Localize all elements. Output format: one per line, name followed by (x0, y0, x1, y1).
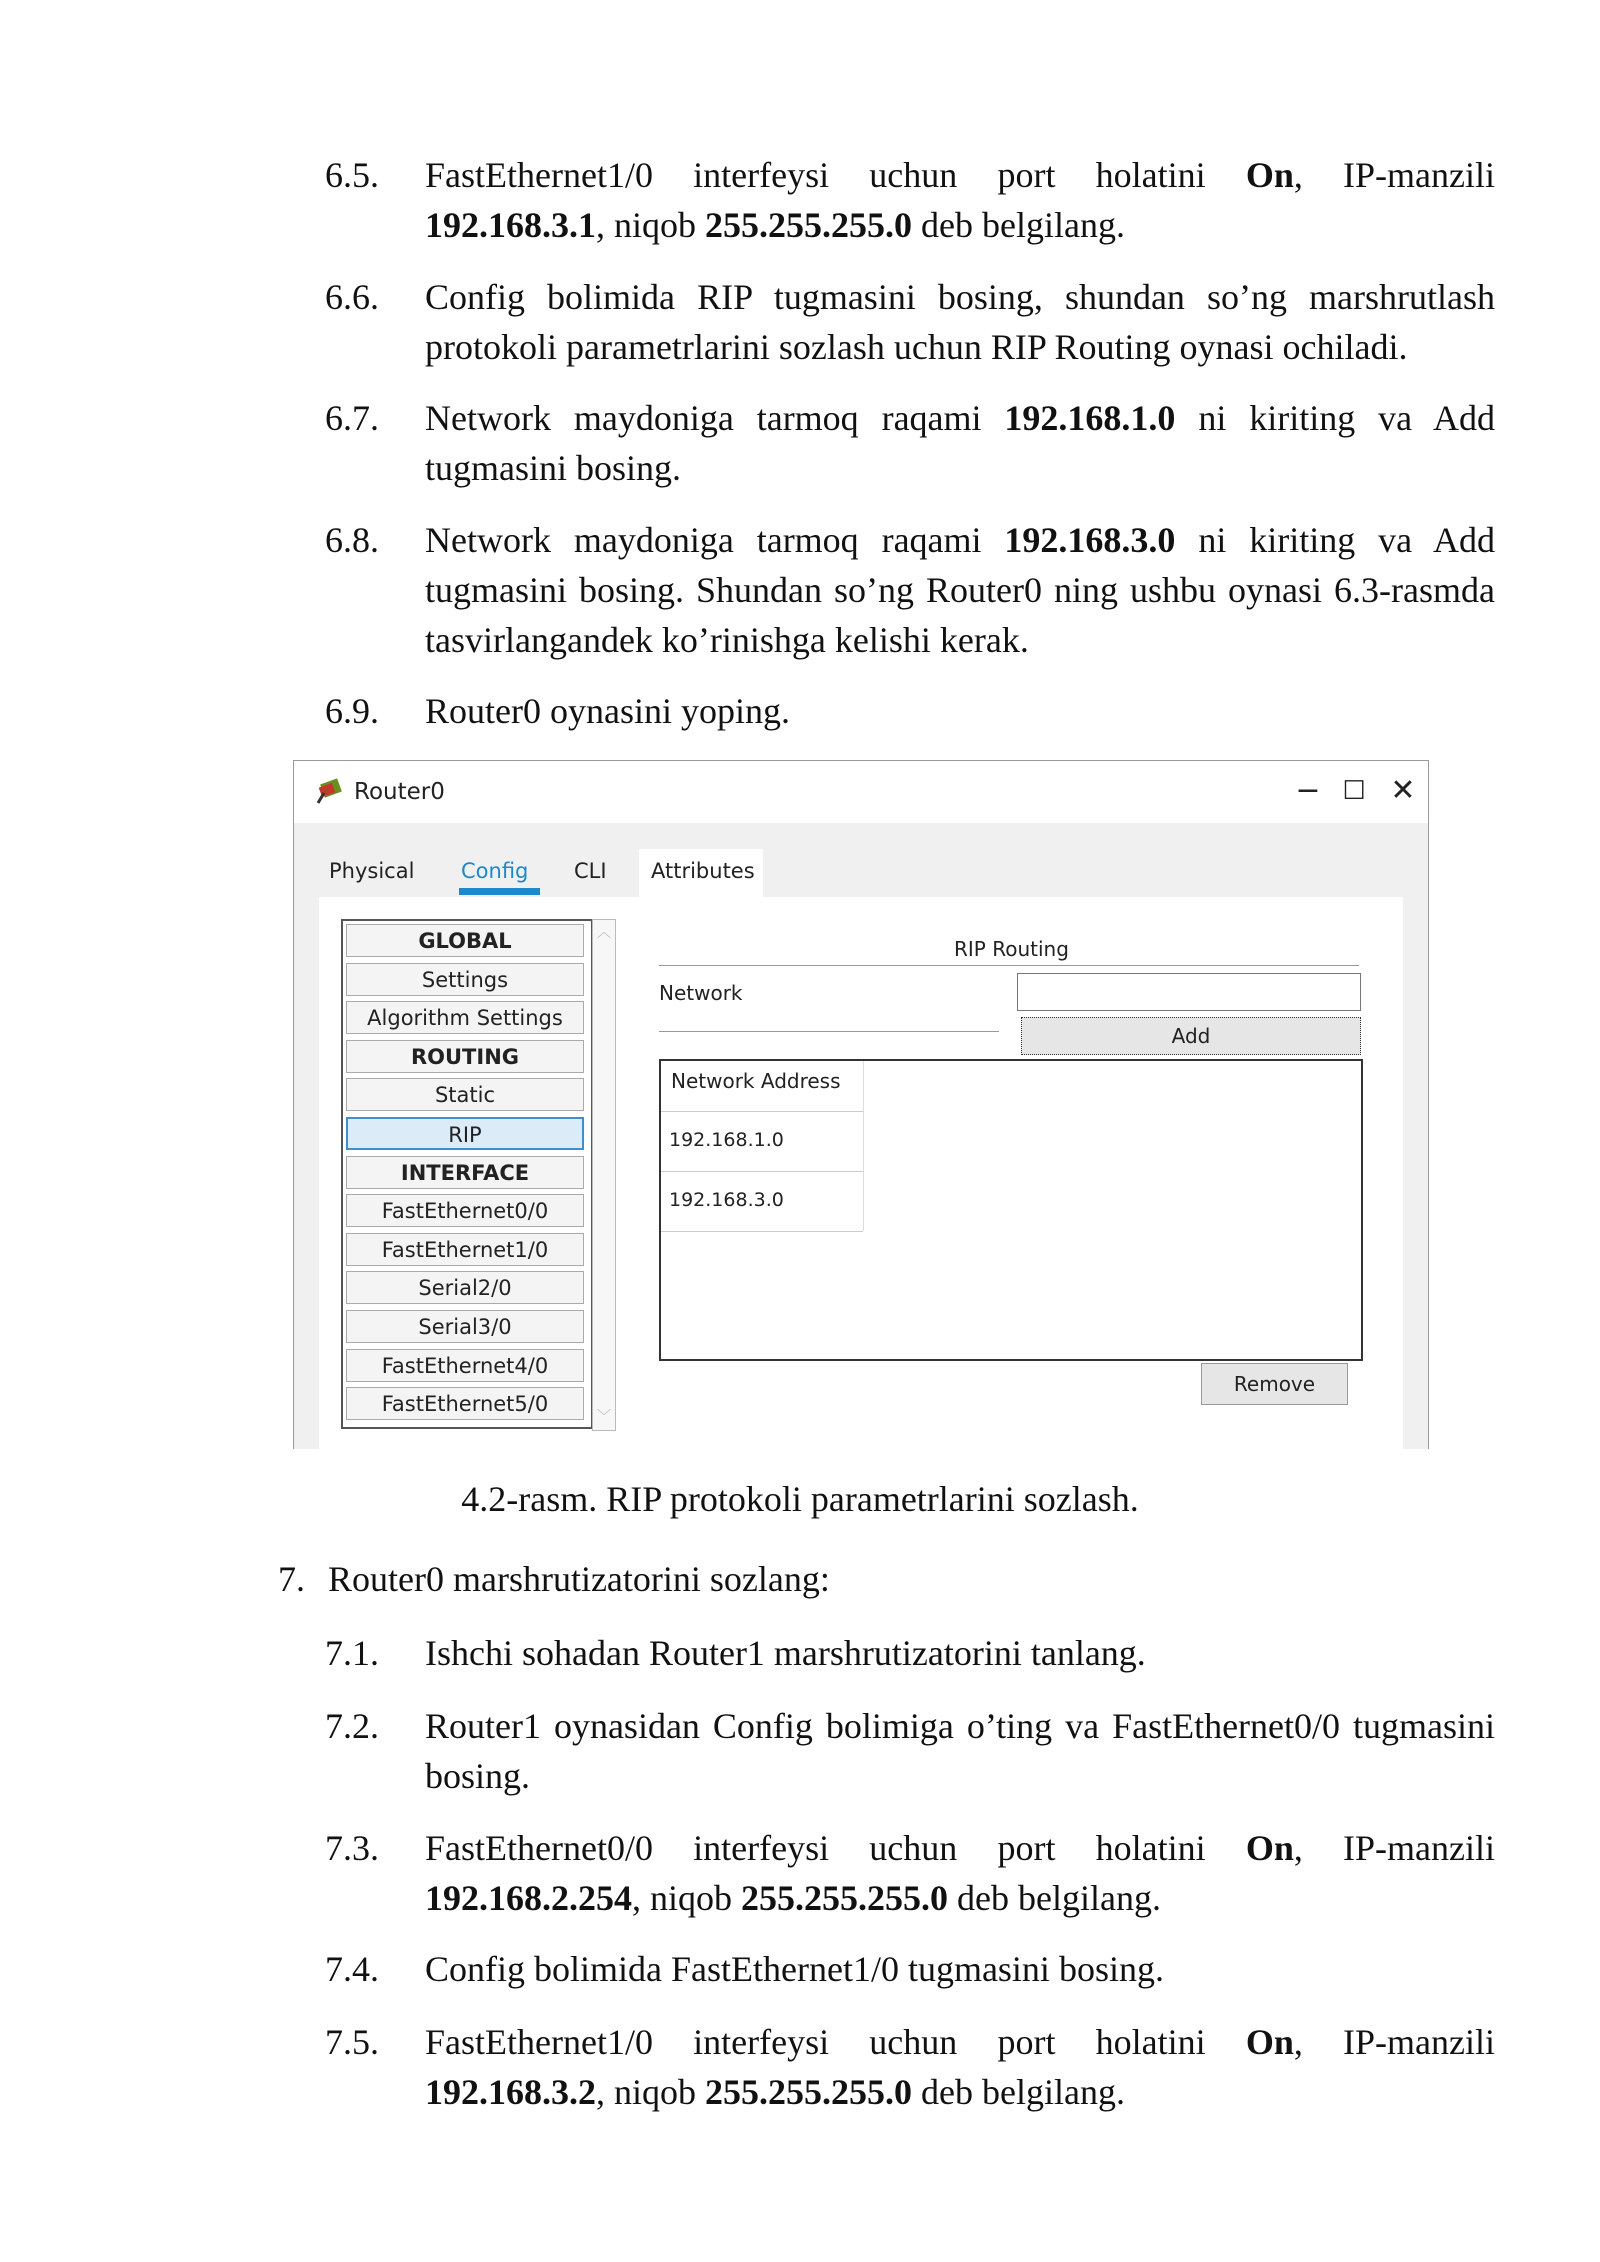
nav-item-algorithm-settings[interactable]: Algorithm Settings (346, 1001, 584, 1034)
divider (659, 965, 1359, 966)
network-address-header: Network Address (671, 1069, 841, 1093)
nav-item-rip[interactable]: RIP (346, 1117, 584, 1150)
router-window (293, 760, 1429, 1449)
step-text (425, 1628, 1495, 1678)
step-number: 7.2. (325, 1706, 379, 1746)
text-run: FastEthernet1/0 interfeysi uchun port holatini (425, 2022, 1246, 2062)
step-item (325, 1701, 1495, 1801)
rip-routing-title: RIP Routing (954, 937, 1069, 961)
step-text (425, 686, 1495, 736)
row-divider (661, 1231, 863, 1232)
step-item (325, 2017, 1495, 2117)
bold-value: 192.168.1.0 (1004, 398, 1176, 438)
step-item (325, 515, 1495, 665)
nav-scrollbar[interactable] (592, 919, 616, 1431)
text-run: , IP-manzili (1293, 1828, 1495, 1868)
step-item (325, 686, 1495, 736)
window-titlebar[interactable] (294, 761, 1428, 823)
text-run: , niqob (596, 2072, 706, 2112)
text-run: , niqob (596, 205, 706, 245)
router-icon (314, 775, 344, 805)
step-text (425, 393, 1495, 493)
close-icon[interactable]: ✕ (1390, 773, 1416, 808)
text-run: Config bolimida RIP tugmasini bosing, shundan so’ng marshrutlash protokoli parametrlarini sozlash uchun RIP Routing oynasi ochiladi. (425, 277, 1495, 367)
text-run: , niqob (632, 1878, 742, 1918)
text-run: Config bolimida FastEthernet1/0 tugmasini bosing. (425, 1949, 1164, 1989)
minimize-icon[interactable]: − (1295, 773, 1321, 808)
step-number: 6.8. (325, 520, 379, 560)
text-run: , IP-manzili (1293, 2022, 1495, 2062)
step-number: 6.6. (325, 277, 379, 317)
nav-item-global: GLOBAL (346, 924, 584, 957)
text-run: Router0 oynasini yoping. (425, 691, 790, 731)
bold-value: 192.168.3.0 (1004, 520, 1176, 560)
config-nav-list (341, 919, 593, 1429)
step-text (425, 1823, 1495, 1923)
step-text (425, 2017, 1495, 2117)
step-text (425, 515, 1495, 665)
nav-item-routing: ROUTING (346, 1040, 584, 1073)
step-text (425, 272, 1495, 372)
text-run: Ishchi sohadan Router1 marshrutizatorini tanlang. (425, 1633, 1146, 1673)
window-title: Router0 (354, 779, 445, 805)
nav-item-fastethernet4-0[interactable]: FastEthernet4/0 (346, 1349, 584, 1382)
bold-value: 192.168.3.2 (425, 2072, 596, 2112)
network-address-list[interactable] (659, 1059, 1363, 1361)
bold-value: On (1245, 1828, 1294, 1868)
bold-value: On (1245, 2022, 1294, 2062)
nav-item-fastethernet0-0[interactable]: FastEthernet0/0 (346, 1194, 584, 1227)
scroll-down-icon[interactable]: ﹀ (597, 1409, 611, 1425)
step-item (325, 1628, 1495, 1678)
nav-item-settings[interactable]: Settings (346, 963, 584, 996)
step-text (425, 1944, 1495, 1994)
network-label: Network (659, 981, 743, 1005)
text-run: deb belgilang. (912, 205, 1125, 245)
text-run: deb belgilang. (912, 2072, 1125, 2112)
text-run: FastEthernet0/0 interfeysi uchun port holatini (425, 1828, 1246, 1868)
step-item (325, 1823, 1495, 1923)
section-text: Router0 marshrutizatorini sozlang: (328, 1559, 830, 1599)
step-number: 7.5. (325, 2022, 379, 2062)
nav-item-static[interactable]: Static (346, 1078, 584, 1111)
section-number: 7. (278, 1559, 305, 1599)
figure-caption: 4.2-rasm. RIP protokoli parametrlarini sozlash. (461, 1479, 1139, 1519)
step-item (325, 1944, 1495, 1994)
tab-physical[interactable]: Physical (329, 859, 415, 883)
add-button[interactable]: Add (1021, 1017, 1361, 1055)
step-number: 6.5. (325, 155, 379, 195)
step-item (325, 150, 1495, 250)
nav-item-fastethernet1-0[interactable]: FastEthernet1/0 (346, 1233, 584, 1266)
bold-value: 192.168.2.254 (425, 1878, 632, 1918)
divider (659, 1031, 999, 1032)
step-number: 7.3. (325, 1828, 379, 1868)
text-run: deb belgilang. (948, 1878, 1161, 1918)
bold-value: On (1245, 155, 1294, 195)
text-run: FastEthernet1/0 interfeysi uchun port holatini (425, 155, 1246, 195)
tab-config[interactable]: Config (449, 849, 540, 897)
section-7-heading (278, 1554, 830, 1604)
bold-value: 192.168.3.1 (425, 205, 596, 245)
step-number: 6.7. (325, 398, 379, 438)
bold-value: 255.255.255.0 (705, 2072, 913, 2112)
step-item (325, 272, 1495, 372)
step-text (425, 1701, 1495, 1801)
text-run: Network maydoniga tarmoq raqami (425, 520, 1005, 560)
address-row[interactable]: 192.168.3.0 (669, 1189, 784, 1211)
nav-item-serial3-0[interactable]: Serial3/0 (346, 1310, 584, 1343)
text-run: ni kiriting va Add tugmasini bosing. Shundan so’ng Router0 ning ushbu oynasi 6.3-rasmda tasvirlangandek ko’rinishga kelishi kerak. (425, 520, 1495, 660)
tab-attributes[interactable]: Attributes (639, 849, 763, 897)
bold-value: 255.255.255.0 (741, 1878, 949, 1918)
step-item (325, 393, 1495, 493)
step-number: 7.1. (325, 1633, 379, 1673)
text-run: , IP-manzili (1293, 155, 1495, 195)
bold-value: 255.255.255.0 (705, 205, 913, 245)
nav-item-serial2-0[interactable]: Serial2/0 (346, 1271, 584, 1304)
nav-item-fastethernet5-0[interactable]: FastEthernet5/0 (346, 1387, 584, 1420)
step-number: 6.9. (325, 691, 379, 731)
maximize-icon[interactable]: ☐ (1342, 776, 1366, 806)
text-run: Router1 oynasidan Config bolimiga o’ting va FastEthernet0/0 tugmasini bosing. (425, 1706, 1495, 1796)
scroll-up-icon[interactable]: ︿ (597, 925, 611, 941)
remove-button[interactable]: Remove (1201, 1363, 1348, 1405)
text-run: Network maydoniga tarmoq raqami (425, 398, 1005, 438)
tab-cli[interactable]: CLI (574, 859, 607, 883)
step-number: 7.4. (325, 1949, 379, 1989)
address-row[interactable]: 192.168.1.0 (669, 1129, 784, 1151)
text-run: ni kiriting va Add tugmasini bosing. (425, 398, 1495, 488)
step-text (425, 150, 1495, 250)
network-input[interactable] (1017, 973, 1361, 1011)
nav-item-interface: INTERFACE (346, 1156, 584, 1189)
